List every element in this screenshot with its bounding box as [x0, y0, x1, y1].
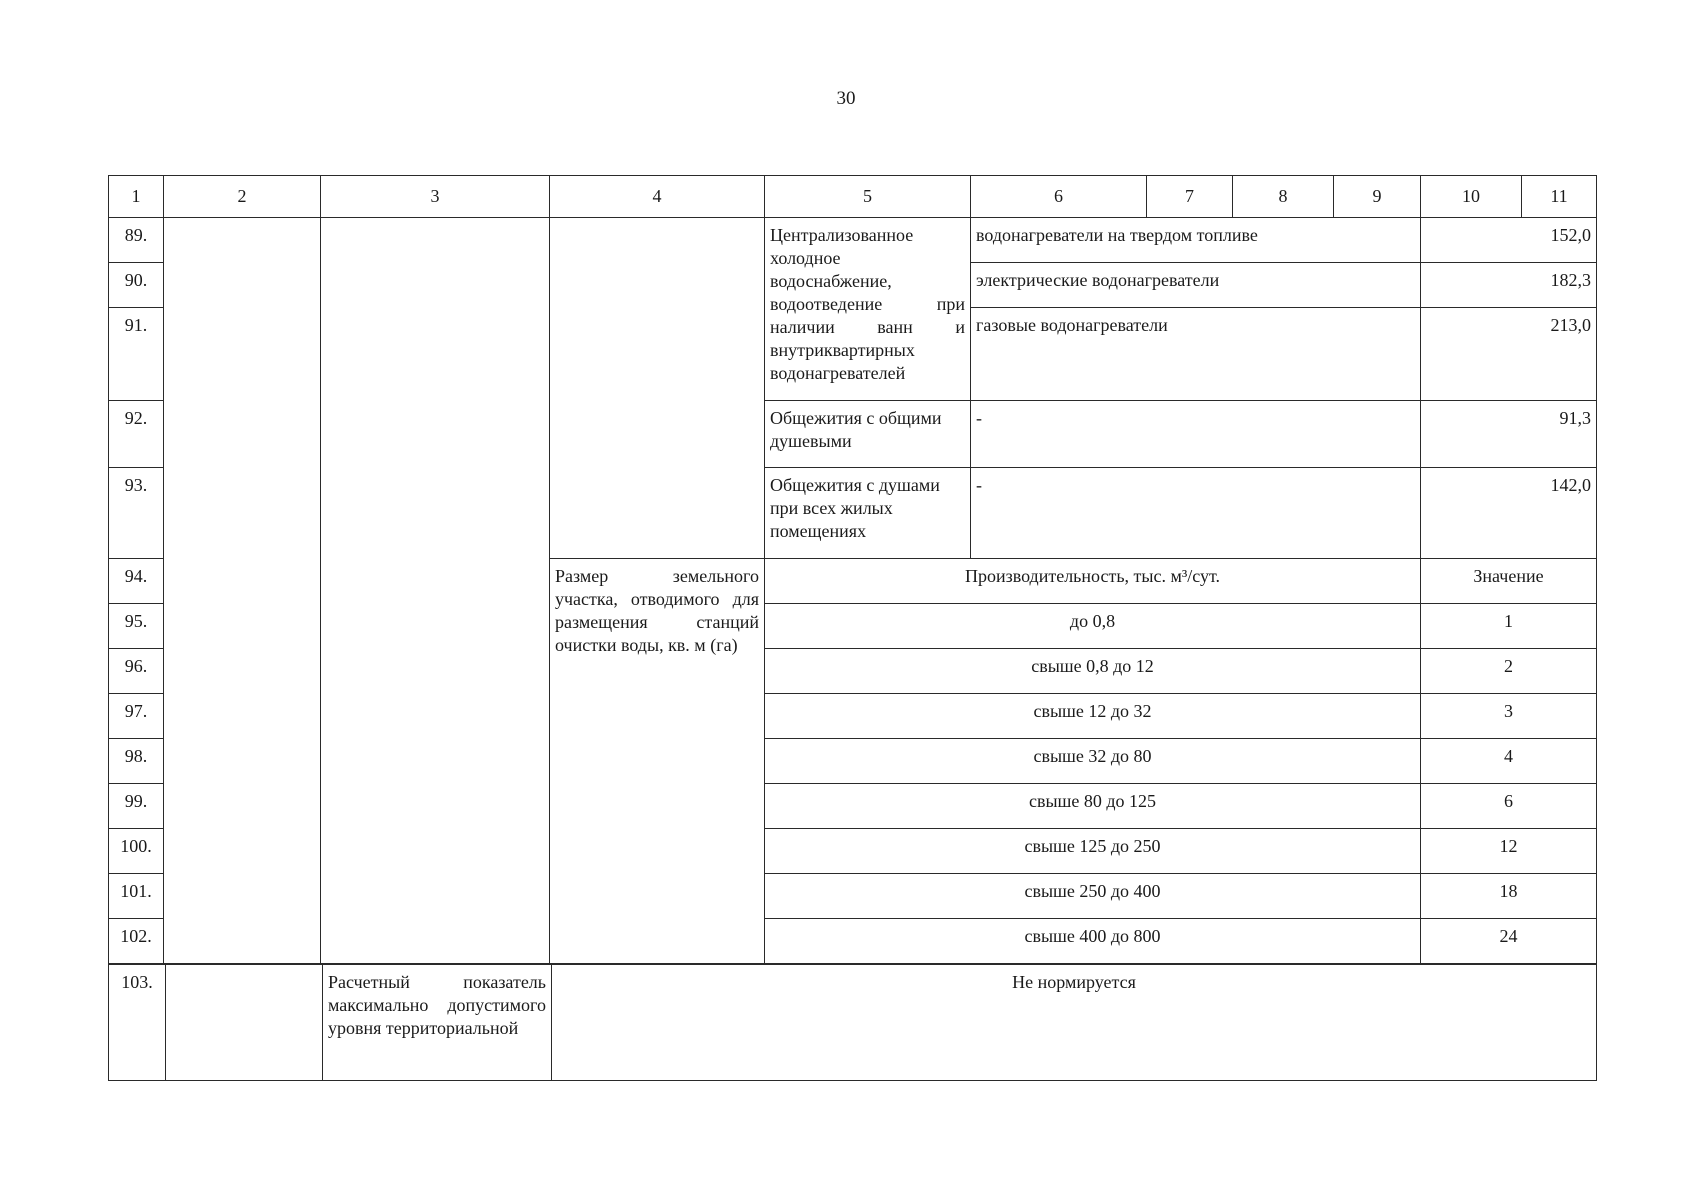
subtype-cell: электрические водонагреватели	[971, 263, 1421, 308]
col-header-3: 3	[321, 176, 550, 218]
header-row	[109, 176, 1597, 218]
capacity-range: свыше 250 до 400	[765, 874, 1421, 919]
col-header-5: 5	[765, 176, 971, 218]
col-header-2: 2	[164, 176, 321, 218]
capacity-range: свыше 32 до 80	[765, 739, 1421, 784]
table-row	[109, 218, 1597, 263]
value-cell: 152,0	[1421, 218, 1597, 263]
capacity-range: до 0,8	[765, 604, 1421, 649]
col-header-6: 6	[971, 176, 1147, 218]
value-cell: 213,0	[1421, 308, 1597, 401]
subtype-cell: -	[971, 468, 1421, 559]
capacity-header: Производительность, тыс. м³/сут.	[765, 559, 1421, 604]
value-cell: 182,3	[1421, 263, 1597, 308]
col-header-4: 4	[550, 176, 765, 218]
col3-empty	[321, 218, 550, 964]
capacity-value: 4	[1421, 739, 1597, 784]
capacity-range: свыше 0,8 до 12	[765, 649, 1421, 694]
col-header-8: 8	[1233, 176, 1334, 218]
col4-empty	[550, 218, 765, 559]
row-number: 92.	[109, 401, 164, 468]
row-number: 98.	[109, 739, 164, 784]
row-number: 94.	[109, 559, 164, 604]
group-central-label: Централизованное холодное водоснабжение, водоотведение при наличии ванн и внутриквартирных водонагревателей	[765, 218, 971, 401]
capacity-range: свыше 400 до 800	[765, 919, 1421, 964]
row-number: 89.	[109, 218, 164, 263]
col2-empty	[164, 218, 321, 964]
capacity-value: 3	[1421, 694, 1597, 739]
row-number: 91.	[109, 308, 164, 401]
subtype-cell: водонагреватели на твердом топливе	[971, 218, 1421, 263]
norms-table-continued	[108, 964, 1597, 1081]
group-dorm-common-label: Общежития с общими душевыми	[765, 401, 971, 468]
capacity-value: 12	[1421, 829, 1597, 874]
capacity-value: 18	[1421, 874, 1597, 919]
subtype-cell: газовые водонагреватели	[971, 308, 1421, 401]
indicator-label: Расчетный показатель максимально допустимого уровня территориальной	[323, 965, 552, 1081]
capacity-value: 24	[1421, 919, 1597, 964]
norms-table	[108, 175, 1597, 964]
value-cell: 91,3	[1421, 401, 1597, 468]
col-header-11: 11	[1522, 176, 1597, 218]
col-header-1: 1	[109, 176, 164, 218]
capacity-range: свыше 125 до 250	[765, 829, 1421, 874]
row-number: 95.	[109, 604, 164, 649]
row-number: 97.	[109, 694, 164, 739]
col-header-10: 10	[1421, 176, 1522, 218]
value-header: Значение	[1421, 559, 1597, 604]
capacity-value: 2	[1421, 649, 1597, 694]
page-number: 30	[836, 88, 856, 109]
col-header-9: 9	[1334, 176, 1421, 218]
col2-empty	[166, 965, 323, 1081]
subtype-cell: -	[971, 401, 1421, 468]
row-number: 96.	[109, 649, 164, 694]
group-dorm-all-label: Общежития с душами при всех жилых помещениях	[765, 468, 971, 559]
row-number: 100.	[109, 829, 164, 874]
land-plot-label: Размер земельного участка, отводимого для размещения станций очистки воды, кв. м (га)	[550, 559, 765, 964]
capacity-value: 1	[1421, 604, 1597, 649]
col-header-7: 7	[1147, 176, 1233, 218]
row-number: 103.	[109, 965, 166, 1081]
value-cell: 142,0	[1421, 468, 1597, 559]
row-number: 93.	[109, 468, 164, 559]
row-number: 102.	[109, 919, 164, 964]
row-number: 101.	[109, 874, 164, 919]
row-number: 90.	[109, 263, 164, 308]
capacity-value: 6	[1421, 784, 1597, 829]
table-row	[109, 965, 1597, 1081]
row-number: 99.	[109, 784, 164, 829]
not-normalized-note: Не нормируется	[552, 965, 1597, 1081]
capacity-range: свыше 80 до 125	[765, 784, 1421, 829]
capacity-range: свыше 12 до 32	[765, 694, 1421, 739]
